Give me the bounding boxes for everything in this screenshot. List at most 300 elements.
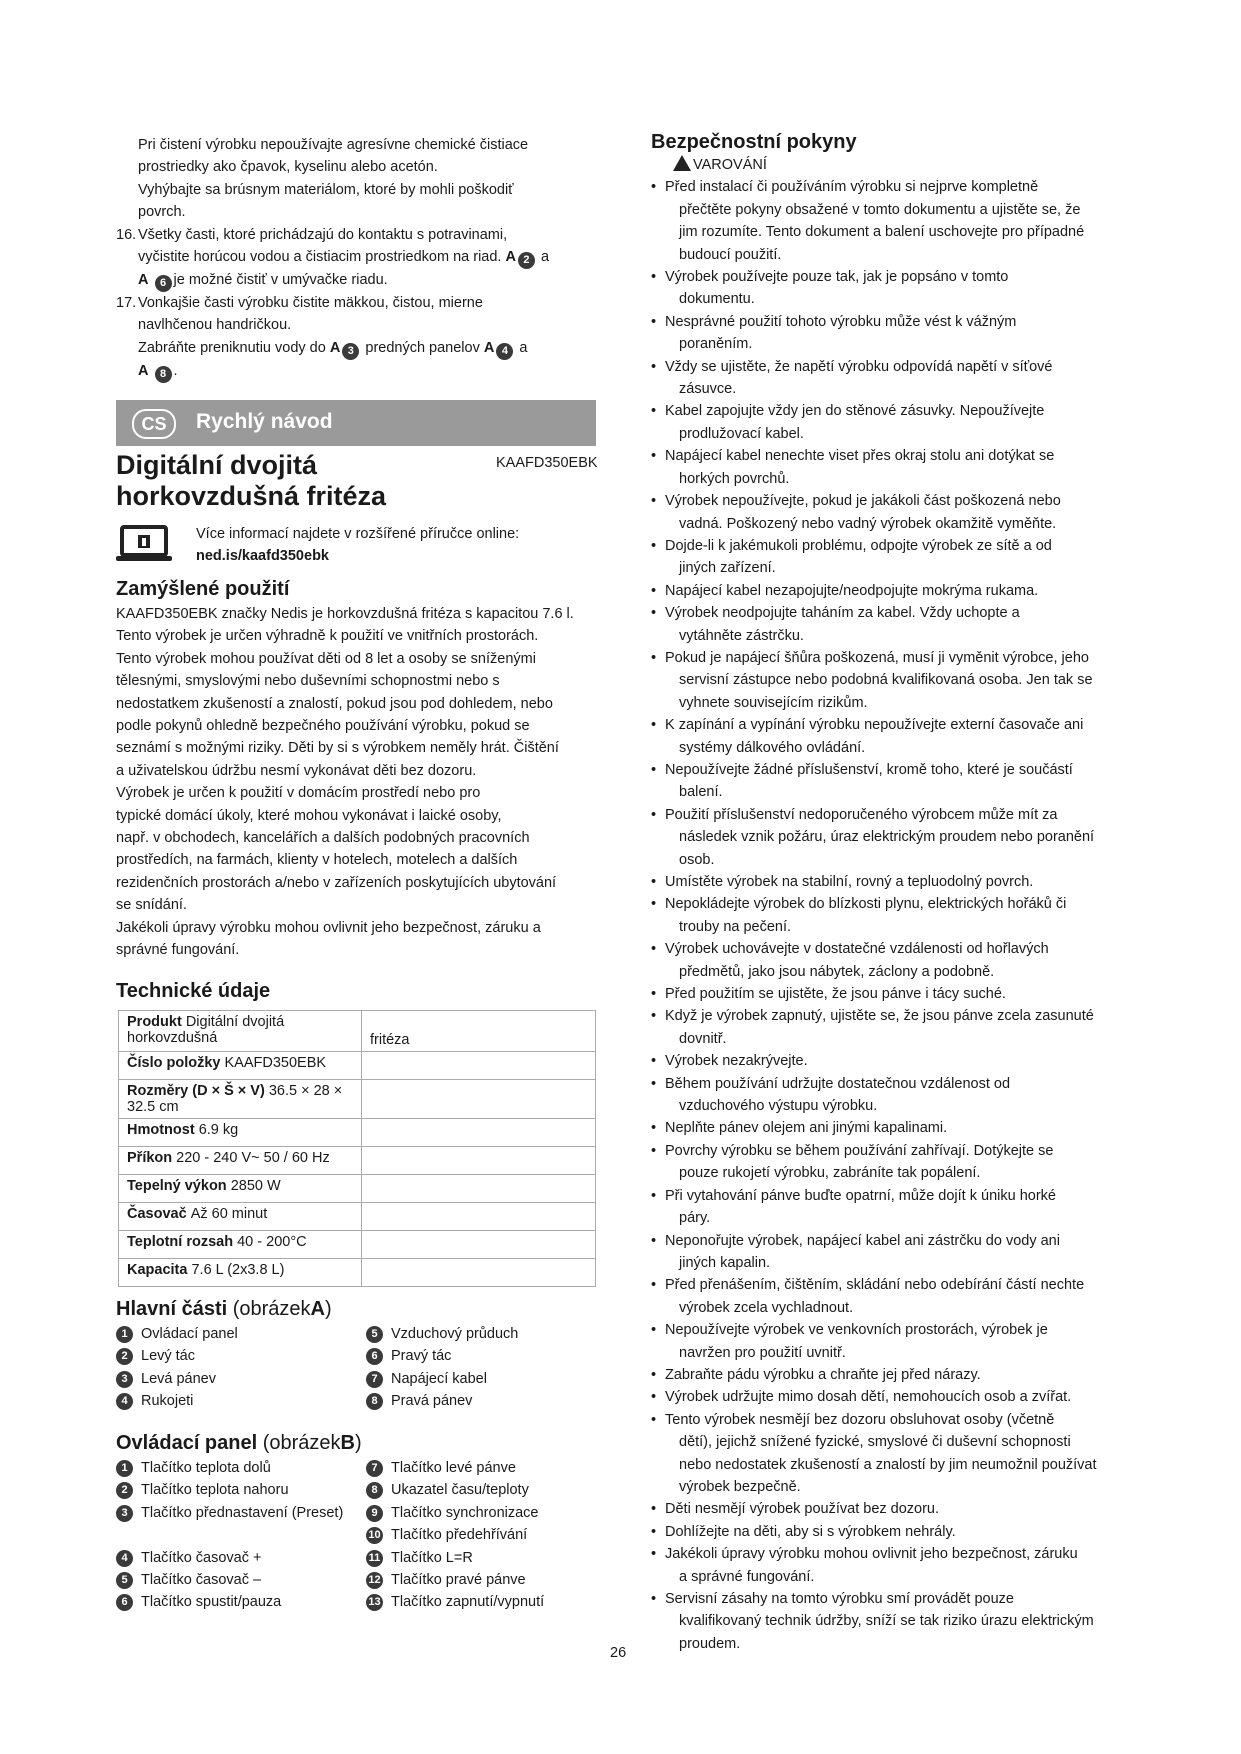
list-item [116,1569,366,1591]
list-item [651,893,1136,938]
table-row [119,1175,596,1203]
text-line: seznámí s možnými riziky. Děti by si s výrobkem neměly hrát. Čištění [116,740,559,757]
text-line: Umístěte výrobek na stabilní, rovný a tepluodolný povrch. [665,874,1034,890]
bullet-icon: • [651,1501,657,1518]
text-line: Pokud je napájecí šňůra poškozená, musí ji vyměnit výrobce, jeho [665,649,1089,666]
part-number-icon: 5 [366,1326,383,1343]
bullet-text [665,1274,1136,1319]
part-number-icon: 4 [116,1550,133,1567]
bullet-icon: • [651,537,657,554]
text-line: správné fungování. [116,942,240,959]
spec-value: 7.6 L (2x3.8 L) [191,1262,285,1278]
online-link[interactable]: ned.is/kaafd350ebk [196,548,329,564]
figure-ref: A [329,339,341,356]
text-line: navlhčenou handričkou. [138,317,292,334]
spec-value: 36.5 × 28 × 32.5 cm [127,1083,343,1115]
heading-close: ) [355,1432,362,1454]
list-item [366,1591,596,1613]
warning-label [651,154,1136,176]
bullet-text [665,1140,1136,1185]
spec-label: Rozměry (D × Š × V) [127,1083,269,1099]
spec-cell [119,1080,362,1119]
item-label: Tlačítko teplota dolů [141,1460,271,1476]
list-item [651,1230,1136,1275]
model-number: KAAFD350EBK [496,455,598,471]
text-line: se snídání. [116,897,187,914]
bullet-icon: • [651,403,657,420]
spec-value: 6.9 kg [198,1122,239,1138]
text-line: poraněním. [679,336,753,353]
text-line: následek vznik požáru, úraz elektrickým proudem nebo poranění [679,829,1095,846]
table-row [119,1147,596,1175]
item-label: Tlačítko spustit/pauza [141,1594,282,1611]
text-line: Výrobek udržujte mimo dosah dětí, nemohoucích osob a zvířat. [665,1389,1072,1406]
text-line: Kabel zapojujte vždy jen do stěnové zásuvky. Nepoužívejte [665,403,1045,420]
table-row [119,1231,596,1259]
spec-cell [119,1175,362,1203]
bullet-icon: • [651,1075,657,1092]
part-number-icon: 2 [116,1482,133,1499]
list-item [366,1457,596,1479]
text-line: zásuvce. [679,381,737,398]
section-heading [116,1432,596,1455]
bullet-icon: • [651,582,657,599]
list-item [651,580,1136,602]
bullet-icon: • [651,1120,657,1137]
list-item [651,400,1136,445]
safety-list [651,176,1136,1655]
list-item [651,1588,1136,1655]
text-line: Dojde-li k jakémukoli problému, odpojte výrobek ze sítě a od [665,537,1052,554]
spec-value: 220 - 240 V~ 50 / 60 Hz [176,1150,330,1166]
spec-label: Produkt [127,1014,186,1030]
bullet-icon: • [651,717,657,734]
item-label: Tlačítko synchronizace [391,1504,539,1521]
list-item [116,1591,366,1613]
bullet-icon: • [651,941,657,958]
text-line: výrobek bezpečně. [679,1478,801,1495]
spec-label: Hmotnost [127,1122,199,1138]
text-line: Výrobek neodpojujte taháním za kabel. Vždy uchopte a [665,605,1020,622]
spec-label: Příkon [127,1150,177,1166]
bullet-text [665,1230,1136,1275]
table-row [119,1203,596,1231]
spec-value: KAAFD350EBK [224,1055,327,1071]
text-line: Tento výrobek mohou používat děti od 8 let a osoby se sníženými [116,650,536,667]
part-number-icon: 8 [366,1482,383,1499]
figure-ref: A [483,339,495,356]
item-label: Rukojeti [141,1393,194,1410]
text-line: a správné fungování. [679,1568,815,1585]
text-line: a [519,339,528,356]
bullet-text [665,714,1136,759]
warning-text: VAROVÁNÍ [693,157,767,173]
text-line: kvalifikovaný technik údržby, sníží se tak riziko úrazu elektrickým [679,1613,1094,1630]
list-item [116,1368,366,1390]
list-item [651,1050,1136,1072]
bullet-text [665,1521,1136,1543]
bullet-icon: • [651,1411,657,1428]
text-line: Pri čistení výrobku nepoužívajte agresívne chemické čistiace [138,137,529,153]
bullet-text [665,1588,1136,1655]
text-line: vadná. Poškozený nebo vadný výrobek okamžitě vyměňte. [679,515,1057,532]
bullet-icon: • [651,313,657,330]
list-item-17 [116,292,596,383]
text-line: a uživatelskou údržbu nesmí vykonávat děti bez dozoru. [116,762,477,779]
spec-table [118,1010,596,1287]
list-item [366,1323,596,1345]
item-label: Vzduchový průduch [391,1326,519,1342]
text-line: Všetky časti, ktoré prichádzajú do kontaktu s potravinami, [138,226,508,243]
item-label: Levý tác [141,1348,195,1365]
spec-value: 40 - 200°C [237,1234,307,1250]
bullet-text [665,1050,1136,1072]
list-item [116,1390,366,1412]
table-row [119,1119,596,1147]
bullet-icon: • [651,761,657,778]
bullet-text [665,1319,1136,1364]
item-label: Pravý tác [391,1348,452,1365]
list-item [366,1569,596,1591]
list-item [651,714,1136,759]
bullet-icon: • [651,179,657,196]
bullet-icon: • [651,1366,657,1383]
bullet-icon: • [651,649,657,666]
spec-cell-extra [362,1147,596,1175]
text-line: trouby na pečení. [679,918,792,935]
list-item [651,1274,1136,1319]
bullet-text [665,490,1136,535]
part-number-icon: 7 [366,1460,383,1477]
text-line: jiných kapalin. [679,1254,771,1271]
product-title [116,450,456,512]
heading-rest: (obrázek [232,1298,311,1320]
list-item [116,1547,366,1569]
bullet-text [665,1543,1136,1588]
spec-cell [119,1147,362,1175]
text-line: Vonkajšie časti výrobku čistite mäkkou, čistou, mierne [138,295,483,312]
item-label: Tlačítko teplota nahoru [141,1482,289,1499]
list-item [651,804,1136,871]
item-label: Ovládací panel [141,1326,238,1342]
text-line: Během používání udržujte dostatečnou vzdálenost od [665,1075,1011,1092]
list-item [651,1319,1136,1364]
text-line: předmětů, jako jsou nábytek, záclony a podobně. [679,963,995,980]
bullet-icon: • [651,1546,657,1563]
figure-ref: A [138,272,149,289]
bullet-text [665,1117,1136,1139]
bullet-icon: • [651,605,657,622]
figure-ref: A [138,362,149,379]
part-number-icon: 3 [116,1371,133,1388]
part-number-icon: 6 [155,275,172,292]
text-line: prodlužovací kabel. [679,425,804,442]
spec-label: Časovač [127,1206,191,1222]
text-line: Zabraňte pádu výrobku a chraňte jej před nárazy. [665,1366,981,1383]
list-item [651,1117,1136,1139]
text-line: Tento výrobek je určen výhradně k použití ve vnitřních prostorách. [116,628,539,645]
list-item [116,1345,366,1367]
part-number-icon: 6 [116,1594,133,1611]
text-line: např. v obchodech, kancelářích a dalších podobných pracovních [116,830,530,847]
quick-guide-title: Rychlý návod [196,410,333,433]
bullet-icon: • [651,448,657,465]
warning-icon [673,155,691,171]
text-line: Když je výrobek zapnutý, ujistěte se, že jsou pánve zcela zasunuté [665,1008,1094,1025]
text-line: jim rozumíte. Tento dokument a balení uschovejte pro případné [679,224,1085,241]
text-line: a [541,249,550,266]
section-heading: Bezpečnostní pokyny [651,131,857,153]
part-number-icon: 7 [366,1371,383,1388]
text-line: predných panelov [365,339,480,356]
bullet-text [665,759,1136,804]
text-line: Děti nesmějí výrobek používat bez dozoru. [665,1501,940,1518]
spec-value: Až 60 minut [190,1206,268,1222]
bullet-text [665,535,1136,580]
text-line: podle pokynů ohledně bezpečného používání výrobku, pokud se [116,718,530,735]
part-number-icon: 4 [496,343,513,360]
text-line: balení. [679,784,723,801]
bullet-text [665,1185,1136,1230]
item-number: 16. [116,226,137,243]
text-line: Jakékoli úpravy výrobku mohou ovlivnit jeho bezpečnost, záruku [665,1546,1078,1563]
text-line: . [173,362,178,379]
bullet-icon: • [651,986,657,1003]
spec-cell [119,1203,362,1231]
bullet-icon: • [651,896,657,913]
spec-cell [119,1119,362,1147]
item-label: Tlačítko levé pánve [391,1460,516,1476]
part-number-icon: 10 [366,1527,383,1544]
list-item [651,490,1136,535]
heading-rest: (obrázek [262,1432,341,1454]
heading-close: ) [325,1298,332,1320]
main-parts-section [116,1298,596,1413]
intended-use-section [116,578,596,962]
part-number-icon: 2 [116,1348,133,1365]
text-line: vyhnete souvisejícím rizikům. [679,694,868,711]
text-line: Jakékoli úpravy výrobku mohou ovlivnit jeho bezpečnost, záruku a [116,919,541,936]
part-number-icon: 1 [116,1460,133,1477]
text-line: K zapínání a vypínání výrobku nepoužívejte externí časovače ani [665,717,1084,734]
list-item [651,1005,1136,1050]
text-line: páry. [679,1210,711,1227]
text-line: Výrobek nezakrývejte. [665,1053,808,1070]
text-line: typické domácí úkoly, které mohou vykonávat i laické osoby, [116,807,502,824]
part-number-icon: 11 [366,1550,383,1567]
table-row [119,1080,596,1119]
item-label: Tlačítko L=R [391,1549,473,1566]
bullet-text [665,1364,1136,1386]
table-row [119,1052,596,1080]
spec-cell [119,1259,362,1287]
section-heading: Zamýšlené použití [116,578,290,600]
text-line: KAAFD350EBK značky Nedis je horkovzdušná fritéza s kapacitou 7.6 l. [116,606,574,622]
text-line: navržen pro použití uvnitř. [679,1344,846,1361]
text-line: dětí), jejichž snížené fyzické, smyslové či duševní schopnosti [679,1434,1071,1451]
text-line: proudem. [679,1635,741,1652]
list-item [366,1368,596,1390]
item-label: Tlačítko pravé pánve [391,1572,526,1589]
bullet-text [665,871,1136,893]
text-line: Nesprávné použití tohoto výrobku může vést k vážným [665,313,1017,330]
text-line: výrobek zcela vychladnout. [679,1299,854,1316]
list-item [651,1498,1136,1520]
text-line: Povrchy výrobku se během používání zahřívají. Dotýkejte se [665,1142,1054,1159]
heading-bold: Ovládací panel [116,1432,258,1454]
list-item [651,1073,1136,1118]
spec-cell-extra [362,1259,596,1287]
text-line: Nepoužívejte výrobek ve venkovních prostorách, výrobek je [665,1322,1048,1339]
list-item [116,1457,366,1479]
text-line: Napájecí kabel nezapojujte/neodpojujte mokrýma rukama. [665,582,1039,599]
text-line: vytáhněte zástrčku. [679,627,804,644]
text-line: Dohlížejte na děti, aby si s výrobkem nehrály. [665,1523,956,1540]
spec-cell [119,1011,362,1052]
bullet-text [665,580,1136,602]
safety-section [651,131,1136,1655]
item-label: Tlačítko předehřívání [391,1527,528,1544]
list-item [366,1390,596,1412]
list-item [651,1140,1136,1185]
bullet-text [665,356,1136,401]
text-line: je možné čistiť v umývačke riadu. [173,272,388,289]
parts-list [116,1323,596,1413]
text-line: Použití příslušenství nedoporučeného výrobcem může mít za [665,806,1058,823]
bullet-text [665,1498,1136,1520]
list-item [651,759,1136,804]
text-line: Výrobek nepoužívejte, pokud je jakákoli část poškozená nebo [665,493,1061,510]
item-label: Napájecí kabel [391,1370,487,1387]
bullet-text [665,266,1136,311]
text-line: dokumentu. [679,291,755,308]
bullet-icon: • [651,1142,657,1159]
list-item [651,1543,1136,1588]
heading-ref: A [310,1298,325,1320]
bullet-text [665,804,1136,871]
spec-value-cont: fritéza [370,1032,410,1048]
spec-cell-extra [362,1119,596,1147]
list-item [651,535,1136,580]
bullet-text [665,602,1136,647]
part-number-icon: 1 [116,1326,133,1343]
text-line: přečtěte pokyny obsažené v tomto dokumentu a ujistěte se, že [679,201,1081,218]
text-line: Zabráňte preniknutiu vody do [138,339,326,356]
text-line: Neplňte pánev olejem ani jinými kapalinami. [665,1120,948,1137]
spec-cell-extra [362,1080,596,1119]
text-line: pouze rukojetí výrobku, zabráníte tak popálení. [679,1165,981,1182]
text-line: nedostatkem zkušeností a znalostí, pokud jsou pod dohledem, nebo [116,695,553,712]
list-item [651,938,1136,983]
bullet-icon: • [651,1591,657,1607]
list-item [651,356,1136,401]
list-item [116,1524,366,1546]
text-line: nebo nedostatek zkušeností a znalostí by jim neumožnil používat [679,1456,1097,1473]
bullet-text [665,1409,1136,1499]
list-item [651,871,1136,893]
spec-cell-extra [362,1175,596,1203]
text-line: Napájecí kabel nenechte viset přes okraj stolu ani dotýkat se [665,448,1055,465]
bullet-text [665,311,1136,356]
item-label: Tlačítko časovač + [141,1549,262,1566]
part-number-icon: 13 [366,1594,383,1611]
title-line: Digitální dvojitá [116,450,318,480]
section-heading [116,1298,596,1321]
list-item [651,1364,1136,1386]
bullet-icon: • [651,1277,657,1294]
part-number-icon: 8 [155,366,172,383]
text-line: osob. [679,851,715,868]
spec-label: Číslo položky [127,1055,225,1071]
cleaning-instructions [116,134,596,383]
bullet-icon: • [651,1389,657,1406]
spec-cell-extra [362,1011,596,1052]
bullet-text [665,893,1136,938]
spec-cell-extra [362,1052,596,1080]
online-manual-info [196,523,519,567]
bullet-icon: • [651,1322,657,1339]
text-line: rezidenčních prostorách a/nebo v zařízeních poskytujících ubytování [116,874,557,891]
part-number-icon: 8 [366,1393,383,1410]
bullet-text [665,1386,1136,1408]
list-item [651,445,1136,490]
figure-ref: A [505,249,516,266]
item-label: Tlačítko zapnutí/vypnutí [391,1594,545,1611]
list-item [366,1479,596,1501]
bullet-icon: • [651,1053,657,1070]
spec-label: Kapacita [127,1262,192,1278]
bullet-text [665,938,1136,983]
text-line: Při vytahování pánve buďte opatrní, může dojít k úniku horké [665,1187,1056,1204]
text-line: Výrobek uchovávejte v dostatečné vzdálenosti od hořlavých [665,941,1049,958]
list-item [651,1521,1136,1543]
list-item [366,1502,596,1524]
list-item [651,311,1136,356]
bullet-text [665,647,1136,714]
spec-cell-extra [362,1203,596,1231]
item-number: 17. [116,295,137,312]
list-item [116,1502,366,1524]
spec-value: 2850 W [230,1178,281,1194]
control-list [116,1457,596,1614]
bullet-icon: • [651,1008,657,1025]
spec-cell [119,1231,362,1259]
part-number-icon: 6 [366,1348,383,1365]
text-line: Před použitím se ujistěte, že jsou pánve i tácy suché. [665,986,1006,1003]
text-line: systémy dálkového ovládání. [679,739,866,756]
text-line: Výrobek je určen k použití v domácím prostředí nebo pro [116,785,481,802]
list-item [651,266,1136,311]
list-item [366,1345,596,1367]
laptop-icon [116,525,172,563]
text-line: budoucí použití. [679,246,782,263]
text-line: Nepokládejte výrobek do blízkosti plynu, elektrických hořáků či [665,896,1067,913]
list-item [651,1386,1136,1408]
spec-cell [119,1052,362,1080]
text-line: tělesnými, smyslovými nebo duševními schopnostmi nebo s [116,673,500,690]
page-number: 26 [610,1645,627,1661]
item-label: Levá pánev [141,1370,216,1387]
part-number-icon: 4 [116,1393,133,1410]
text-line: Výrobek používejte pouze tak, jak je popsáno v tomto [665,269,1009,286]
online-text: Více informací najdete v rozšířené příručce online: [196,526,520,542]
item-label: Tlačítko přednastavení (Preset) [141,1504,344,1521]
heading-bold: Hlavní části [116,1298,228,1320]
language-badge: CS [132,409,176,439]
part-number-icon: 9 [366,1505,383,1522]
text-line: Nepoužívejte žádné příslušenství, kromě toho, které je součástí [665,761,1073,778]
part-number-icon: 2 [518,252,535,269]
